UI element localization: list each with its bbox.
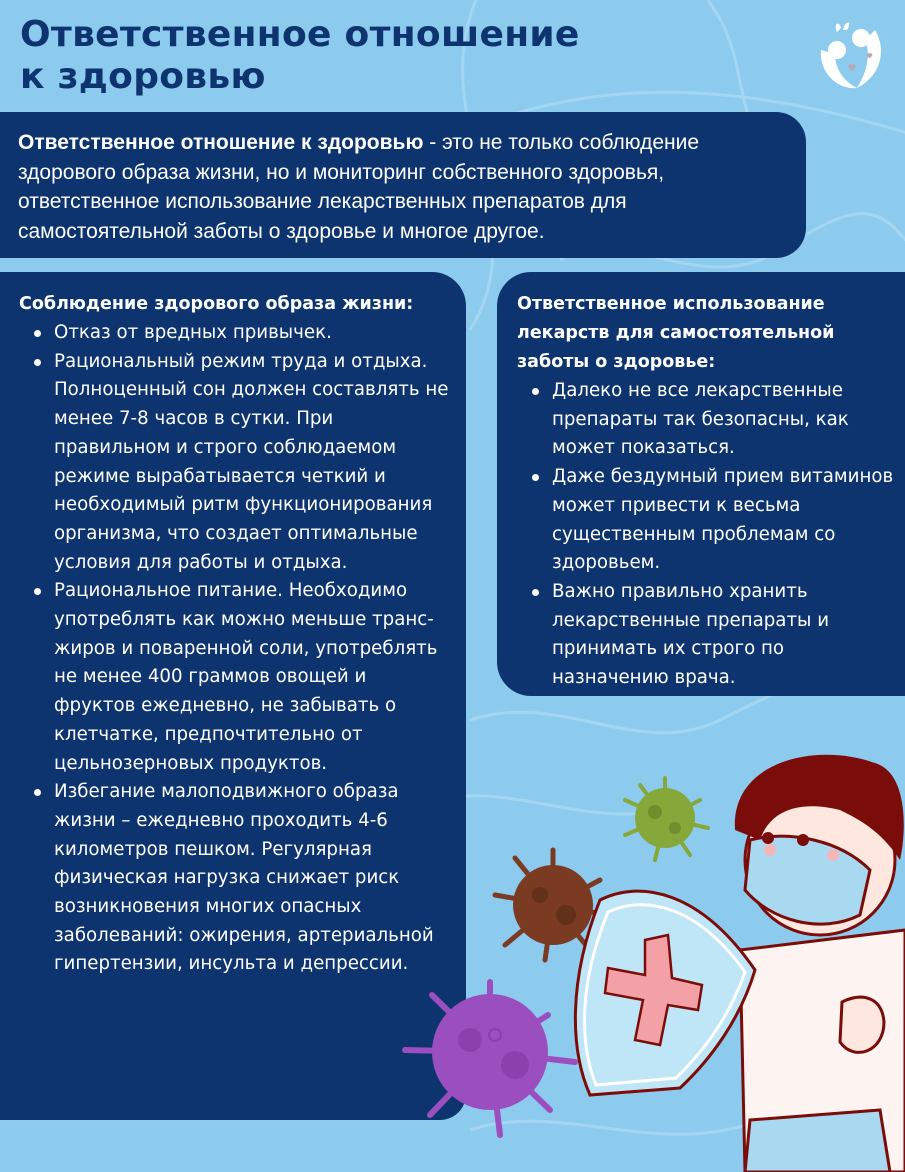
intro-box: [0, 112, 806, 258]
list-item: Далеко не все лекарственные препараты так безопасны, как может показаться.: [517, 377, 895, 463]
purple-virus-icon: [405, 982, 575, 1135]
medication-use-title: Ответственное использование лекарств для самостоятельной заботы о здоровье:: [517, 294, 835, 372]
boy-icon: [735, 755, 905, 1172]
medication-use-list: [517, 377, 895, 693]
boy-with-shield-illustration: [395, 740, 905, 1172]
page-title: [20, 14, 580, 98]
healthy-lifestyle-list: [19, 319, 450, 979]
list-item: Рациональный режим труда и отдыха. Полноценный сон должен составлять не менее 7-8 часов в сутки. При правильном и строго соблюдаемом режиме вырабатывается четкий и необходимый ритм функционирования организма, что создает оптимальные условия для работы и отдыха.: [19, 348, 450, 578]
intro-text: - это не только соблюдение здорового образа жизни, но и мониторинг собственного здоровья, ответственное использование лекарственных препаратов для самостоятельной заботы о здоровье и многое другое.: [18, 131, 700, 243]
medication-use-panel: [497, 272, 905, 696]
list-item: Рациональное питание. Необходимо употреблять как можно меньше транс-жиров и поваренной соли, употреблять не менее 400 граммов овощей и фруктов ежедневно, не забывать о клетчатке, предпочтительно от цельнозерновых продуктов.: [19, 577, 450, 778]
shield-icon: [575, 891, 755, 1095]
list-item: Даже бездумный прием витаминов может привести к весьма существенным проблемам со здоровьем.: [517, 463, 895, 578]
list-item: Отказ от вредных привычек.: [19, 319, 450, 348]
intro-bold-term: Ответственное отношение к здоровью: [18, 131, 424, 154]
green-virus-icon: [625, 778, 708, 860]
healthy-lifestyle-title: Соблюдение здорового образа жизни:: [19, 294, 414, 314]
title-line-1: Ответственное отношение: [20, 14, 580, 55]
family-care-logo-icon: [815, 10, 887, 92]
list-item: Важно правильно хранить лекарственные препараты и принимать их строго по назначению врача.: [517, 578, 895, 693]
list-item: Избегание малоподвижного образа жизни – ежедневно проходить 4-6 километров пешком. Регулярная физическая нагрузка снижает риск возникновения многих опасных заболеваний: ожирения, артериальной гипертензии, инсульта и депрессии.: [19, 778, 450, 979]
title-line-2: к здоровью: [20, 56, 266, 97]
